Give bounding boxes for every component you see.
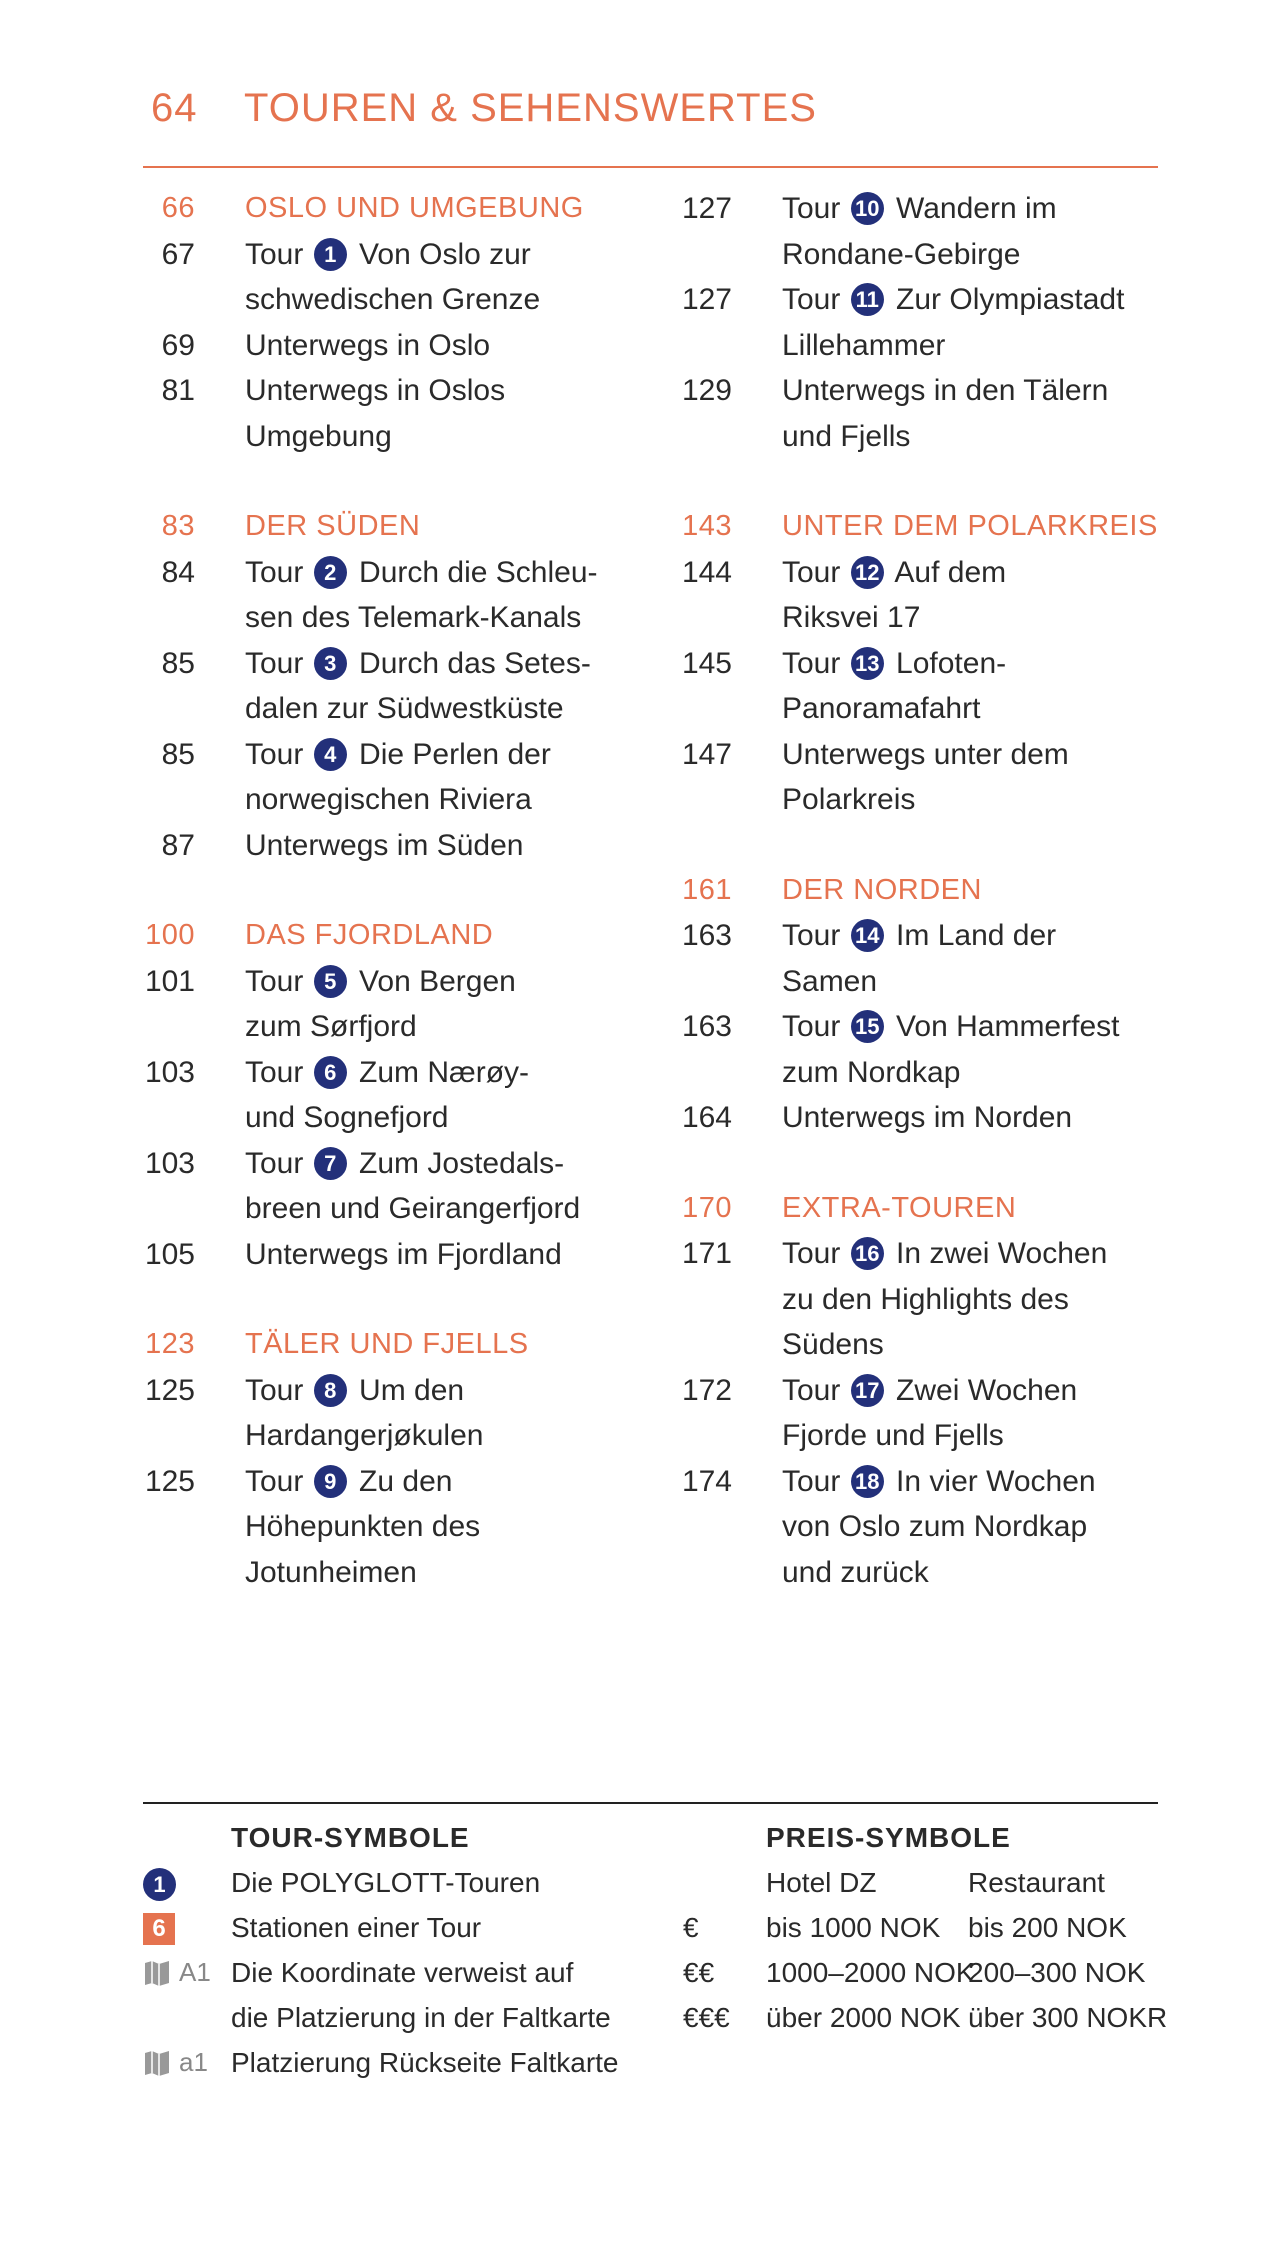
legend-divider xyxy=(143,1802,1158,1804)
entry-page-number: 67 xyxy=(161,237,195,271)
tour-number-badge: 15 xyxy=(851,1010,884,1043)
tour-number-badge: 8 xyxy=(314,1374,347,1407)
toc-section xyxy=(680,868,1180,1141)
entry-text xyxy=(782,550,1180,641)
tour-number-badge: 12 xyxy=(851,556,884,589)
entry-text xyxy=(782,1368,1180,1459)
entry-line-text: Lillehammer xyxy=(782,328,946,362)
toc-entry xyxy=(143,1368,643,1459)
tour-number-badge: 6 xyxy=(314,1056,347,1089)
coord-label-1: Die Koordinate verweist auf xyxy=(231,1957,574,1988)
entry-line-text: Lofoten- xyxy=(896,646,1007,680)
station-badge-icon: 6 xyxy=(143,1913,175,1945)
tour-symbols-heading: TOUR-SYMBOLE xyxy=(231,1822,470,1853)
entry-line xyxy=(245,414,643,460)
entry-line-text: Unterwegs im Fjordland xyxy=(245,1237,562,1271)
entry-page-number: 129 xyxy=(681,374,732,407)
entry-line xyxy=(245,595,643,641)
entry-line-text: Samen xyxy=(782,964,878,998)
entry-text xyxy=(782,186,1180,277)
toc-entry xyxy=(680,277,1180,368)
entry-page-number: 105 xyxy=(144,1237,195,1271)
price-restaurant: über 300 NOKR xyxy=(968,2002,1168,2033)
entry-line-text: Zum Jostedals- xyxy=(359,1146,565,1180)
entry-line xyxy=(782,323,1180,369)
price-col-restaurant: Restaurant xyxy=(968,1867,1105,1898)
entry-line-text: Im Land der xyxy=(896,919,1057,952)
toc-entry xyxy=(143,232,643,323)
tour-number-badge: 9 xyxy=(314,1465,347,1498)
tour-prefix: Tour xyxy=(245,1055,304,1089)
toc-entry xyxy=(680,1231,1180,1368)
section-title: TÄLER UND FJELLS xyxy=(245,1328,529,1360)
tour-number-badge: 3 xyxy=(314,647,347,680)
entry-text xyxy=(782,1095,1180,1141)
tour-prefix: Tour xyxy=(782,192,841,225)
entry-page-number: 103 xyxy=(144,1146,195,1180)
toc-section xyxy=(143,186,643,459)
section-page-number: 161 xyxy=(682,873,732,906)
entry-line xyxy=(245,732,643,778)
entry-page-number: 174 xyxy=(681,1464,732,1498)
entry-line-text: Umgebung xyxy=(245,419,392,453)
section-heading xyxy=(143,1322,643,1368)
price-restaurant: bis 200 NOK xyxy=(968,1912,1127,1943)
tour-number-badge: 11 xyxy=(851,283,884,316)
entry-line-text: sen des Telemark-Kanals xyxy=(245,601,582,634)
entry-line-text: Um den xyxy=(359,1373,465,1407)
toc-section xyxy=(143,1322,643,1595)
section-heading xyxy=(680,504,1180,550)
entry-line-text: Unterwegs im Süden xyxy=(245,828,524,862)
entry-line-text: Zwei Wochen xyxy=(896,1373,1078,1407)
entry-text xyxy=(245,959,643,1050)
toc-entry xyxy=(680,1459,1180,1596)
entry-line-text: Die Perlen der xyxy=(359,737,551,771)
entry-line xyxy=(782,550,1180,596)
entry-line-text: zu den Highlights des xyxy=(782,1282,1069,1316)
entry-line-text: Zur Olympiastadt xyxy=(896,283,1125,316)
entry-line xyxy=(782,1231,1180,1277)
entry-page-number: 171 xyxy=(681,1237,732,1270)
entry-line xyxy=(245,323,643,369)
entry-page-number: 127 xyxy=(681,283,732,316)
entry-line-text: zum Nordkap xyxy=(782,1055,961,1089)
toc-entry xyxy=(680,1095,1180,1141)
entry-page-number: 125 xyxy=(144,1373,195,1407)
entry-line-text: Unterwegs in Oslo xyxy=(245,328,491,362)
entry-line-text: Wandern im xyxy=(896,192,1057,225)
toc-entry xyxy=(143,1459,643,1596)
entry-line-text: Von Oslo zur xyxy=(359,237,531,271)
entry-line-text: Panoramafahrt xyxy=(782,692,981,725)
section-title: DER NORDEN xyxy=(782,873,982,906)
entry-line-text: Südens xyxy=(782,1328,884,1361)
toc-section xyxy=(143,504,643,868)
toc-section xyxy=(143,913,643,1277)
entry-text xyxy=(782,1004,1180,1095)
folded-map-icon xyxy=(143,1959,171,1987)
entry-page-number: 127 xyxy=(681,192,732,225)
entry-line-text: Fjorde und Fjells xyxy=(782,1419,1004,1452)
entry-line-text: Unterwegs in den Tälern xyxy=(782,374,1109,407)
entry-line-text: schwedischen Grenze xyxy=(245,283,541,316)
entry-line xyxy=(782,186,1180,232)
entry-text xyxy=(245,368,643,459)
tour-badge-label: Die POLYGLOTT-Touren xyxy=(231,1867,541,1898)
entry-line xyxy=(245,550,643,596)
entry-line-text: dalen zur Südwestküste xyxy=(245,692,564,725)
entry-line xyxy=(245,641,643,687)
station-label: Stationen einer Tour xyxy=(231,1912,482,1943)
entry-line xyxy=(782,595,1180,641)
entry-line-text: In vier Wochen xyxy=(896,1464,1096,1498)
entry-line-text: Unterwegs in Oslos xyxy=(245,374,506,407)
section-page-number: 66 xyxy=(161,192,195,224)
toc-left-column xyxy=(143,186,643,1640)
section-heading xyxy=(680,868,1180,914)
section-heading xyxy=(143,504,643,550)
price-hotel: 1000–2000 NOK xyxy=(766,1957,975,1988)
toc-entry xyxy=(680,1004,1180,1095)
entry-line-text: Unterwegs im Norden xyxy=(782,1101,1073,1134)
entry-page-number: 84 xyxy=(161,555,195,589)
entry-line xyxy=(782,1550,1180,1596)
toc-section xyxy=(680,504,1180,823)
entry-line xyxy=(245,1368,643,1414)
entry-page-number: 125 xyxy=(144,1464,195,1498)
entry-text xyxy=(245,641,643,732)
tour-number-badge: 1 xyxy=(314,238,347,271)
section-heading xyxy=(143,186,643,232)
section-title: DAS FJORDLAND xyxy=(245,919,494,951)
entry-line xyxy=(245,232,643,278)
page-header xyxy=(143,86,1158,168)
entry-line xyxy=(245,959,643,1005)
entry-line xyxy=(245,277,643,323)
entry-page-number: 81 xyxy=(161,374,195,407)
entry-line xyxy=(782,641,1180,687)
entry-page-number: 163 xyxy=(681,1010,732,1043)
tour-prefix: Tour xyxy=(782,555,841,589)
tour-prefix: Tour xyxy=(782,1373,841,1407)
entry-line-text: Durch das Setes- xyxy=(359,646,591,680)
entry-line-text: und Fjells xyxy=(782,419,911,453)
coord-code: A1 xyxy=(179,1957,211,1987)
back-code: a1 xyxy=(179,2047,208,2077)
toc-right-column xyxy=(680,186,1180,1640)
entry-page-number: 172 xyxy=(681,1373,732,1407)
section-title: DER SÜDEN xyxy=(245,510,421,542)
entry-line xyxy=(782,1322,1180,1368)
tour-prefix: Tour xyxy=(245,237,304,271)
entry-page-number: 101 xyxy=(144,964,195,998)
entry-line xyxy=(245,1141,643,1187)
entry-line xyxy=(782,1459,1180,1505)
price-symbol: €€€ xyxy=(683,2002,730,2033)
toc-entry xyxy=(680,913,1180,1004)
entry-page-number: 144 xyxy=(681,555,732,589)
tour-prefix: Tour xyxy=(245,964,304,998)
map-coordinate-symbol xyxy=(143,1957,211,1988)
tour-number-badge: 14 xyxy=(851,919,884,952)
entry-text xyxy=(782,641,1180,732)
tour-number-badge: 18 xyxy=(851,1465,884,1498)
entry-line xyxy=(245,823,643,869)
entry-line xyxy=(782,1277,1180,1323)
toc-entry xyxy=(680,641,1180,732)
tour-number-badge: 10 xyxy=(851,192,884,225)
entry-line-text: Hardangerjøkulen xyxy=(245,1419,484,1452)
entry-line-text: norwegischen Riviera xyxy=(245,783,532,816)
entry-line xyxy=(782,732,1180,778)
entry-page-number: 103 xyxy=(144,1055,195,1089)
toc-entry xyxy=(143,368,643,459)
section-page-number: 170 xyxy=(682,1191,732,1224)
entry-line xyxy=(245,686,643,732)
tour-number-badge: 5 xyxy=(314,965,347,998)
entry-page-number: 147 xyxy=(681,737,732,771)
entry-text xyxy=(245,323,643,369)
tour-prefix: Tour xyxy=(782,1010,841,1043)
price-symbol: €€ xyxy=(683,1957,715,1988)
toc-entry xyxy=(143,732,643,823)
map-back-symbol xyxy=(143,2047,208,2078)
entry-text xyxy=(245,550,643,641)
toc-entry xyxy=(680,732,1180,823)
tour-number-badge: 4 xyxy=(314,738,347,771)
price-restaurant: 200–300 NOK xyxy=(968,1957,1146,1988)
entry-page-number: 87 xyxy=(161,828,195,862)
entry-line-text: Durch die Schleu- xyxy=(359,555,598,589)
back-label: Platzierung Rückseite Faltkarte xyxy=(231,2047,619,2078)
entry-line-text: Rondane-Gebirge xyxy=(782,237,1021,271)
entry-line xyxy=(245,1004,643,1050)
entry-text xyxy=(782,277,1180,368)
entry-line-text: und Sognefjord xyxy=(245,1101,449,1134)
entry-line-text: Zum Nærøy- xyxy=(359,1055,530,1089)
entry-line-text: zum Sørfjord xyxy=(245,1010,417,1043)
entry-page-number: 85 xyxy=(161,646,195,680)
toc-entry xyxy=(143,641,643,732)
entry-line xyxy=(782,368,1180,414)
entry-line xyxy=(245,1232,643,1278)
entry-line-text: Auf dem xyxy=(894,555,1007,589)
tour-number-badge: 16 xyxy=(851,1237,884,1270)
entry-page-number: 69 xyxy=(161,328,195,362)
section-title: UNTER DEM POLARKREIS xyxy=(782,510,1158,542)
entry-line xyxy=(782,1504,1180,1550)
entry-line xyxy=(245,368,643,414)
entry-line xyxy=(782,1050,1180,1096)
price-hotel: bis 1000 NOK xyxy=(766,1912,941,1943)
toc-entry xyxy=(143,823,643,869)
price-symbols-heading: PREIS-SYMBOLE xyxy=(766,1822,1011,1853)
tour-prefix: Tour xyxy=(245,1146,304,1180)
entry-page-number: 145 xyxy=(681,646,732,680)
tour-number-badge: 17 xyxy=(851,1374,884,1407)
tour-prefix: Tour xyxy=(245,646,304,680)
tour-number-badge: 2 xyxy=(314,556,347,589)
entry-line xyxy=(245,1095,643,1141)
entry-line xyxy=(245,1504,643,1550)
entry-text xyxy=(782,1231,1180,1368)
toc-section xyxy=(680,186,1180,459)
entry-line xyxy=(245,1550,643,1596)
toc-entry xyxy=(143,959,643,1050)
entry-line xyxy=(782,1004,1180,1050)
entry-line xyxy=(782,414,1180,460)
section-title: EXTRA-TOUREN xyxy=(782,1191,1017,1224)
entry-line-text: Jotunheimen xyxy=(245,1555,417,1589)
page-number: 64 xyxy=(151,86,198,130)
toc-entry xyxy=(143,1232,643,1278)
entry-line xyxy=(782,1368,1180,1414)
entry-text xyxy=(245,1232,643,1278)
section-title: OSLO UND UMGEBUNG xyxy=(245,192,584,224)
toc-entry xyxy=(680,368,1180,459)
section-page-number: 143 xyxy=(682,510,732,542)
tour-number-badge: 7 xyxy=(314,1147,347,1180)
entry-page-number: 85 xyxy=(161,737,195,771)
entry-page-number: 163 xyxy=(681,919,732,952)
page-title: TOUREN & SEHENSWERTES xyxy=(244,86,817,130)
coord-label-2: die Platzierung in der Faltkarte xyxy=(231,2002,611,2033)
toc-entry xyxy=(680,186,1180,277)
entry-line-text: Unterwegs unter dem xyxy=(782,737,1069,771)
entry-line xyxy=(782,913,1180,959)
entry-text xyxy=(245,232,643,323)
tour-prefix: Tour xyxy=(782,919,841,952)
entry-line-text: Riksvei 17 xyxy=(782,601,921,634)
entry-line-text: In zwei Wochen xyxy=(896,1237,1108,1270)
entry-text xyxy=(245,1368,643,1459)
entry-line xyxy=(782,277,1180,323)
tour-prefix: Tour xyxy=(245,555,304,589)
section-heading xyxy=(680,1186,1180,1232)
toc-entry xyxy=(143,1141,643,1232)
entry-text xyxy=(245,1459,643,1596)
entry-line-text: Von Bergen xyxy=(359,964,516,998)
toc-entry xyxy=(680,550,1180,641)
entry-line xyxy=(782,959,1180,1005)
section-page-number: 83 xyxy=(161,510,195,542)
entry-line xyxy=(245,1459,643,1505)
entry-line xyxy=(782,232,1180,278)
entry-line xyxy=(245,1413,643,1459)
section-heading xyxy=(143,913,643,959)
tour-prefix: Tour xyxy=(245,1464,304,1498)
tour-prefix: Tour xyxy=(782,1464,841,1498)
entry-line-text: Polarkreis xyxy=(782,783,916,816)
entry-line xyxy=(245,1186,643,1232)
tour-prefix: Tour xyxy=(245,737,304,771)
entry-page-number: 164 xyxy=(681,1101,732,1134)
price-hotel: über 2000 NOK xyxy=(766,2002,961,2033)
tour-number-badge: 13 xyxy=(851,647,884,680)
toc-entry xyxy=(143,550,643,641)
toc-entry xyxy=(143,323,643,369)
entry-line-text: Von Hammerfest xyxy=(896,1010,1120,1043)
entry-text xyxy=(782,913,1180,1004)
price-col-hotel: Hotel DZ xyxy=(766,1867,877,1898)
entry-text xyxy=(782,732,1180,823)
tour-badge-icon: 1 xyxy=(143,1868,176,1901)
entry-line xyxy=(245,1050,643,1096)
entry-line xyxy=(782,777,1180,823)
toc-section xyxy=(680,1186,1180,1596)
toc-entry xyxy=(680,1368,1180,1459)
entry-line-text: Zu den xyxy=(359,1464,453,1498)
entry-line-text: von Oslo zum Nordkap xyxy=(782,1510,1088,1543)
entry-line-text: und zurück xyxy=(782,1555,929,1589)
entry-line-text: breen und Geirangerfjord xyxy=(245,1192,581,1225)
tour-prefix: Tour xyxy=(245,1373,304,1407)
entry-line-text: Höhepunkten des xyxy=(245,1510,481,1543)
entry-text xyxy=(245,1141,643,1232)
section-page-number: 123 xyxy=(145,1328,195,1360)
entry-line xyxy=(782,1413,1180,1459)
price-symbol: € xyxy=(683,1912,699,1943)
entry-line xyxy=(245,777,643,823)
entry-text xyxy=(245,732,643,823)
section-page-number: 100 xyxy=(145,919,195,951)
entry-line xyxy=(782,1095,1180,1141)
tour-prefix: Tour xyxy=(782,1237,841,1270)
folded-map-icon xyxy=(143,2049,171,2077)
entry-text xyxy=(782,1459,1180,1596)
entry-text xyxy=(245,823,643,869)
entry-text xyxy=(782,368,1180,459)
tour-prefix: Tour xyxy=(782,646,841,680)
toc-entry xyxy=(143,1050,643,1141)
tour-prefix: Tour xyxy=(782,283,841,316)
entry-line xyxy=(782,686,1180,732)
entry-text xyxy=(245,1050,643,1141)
